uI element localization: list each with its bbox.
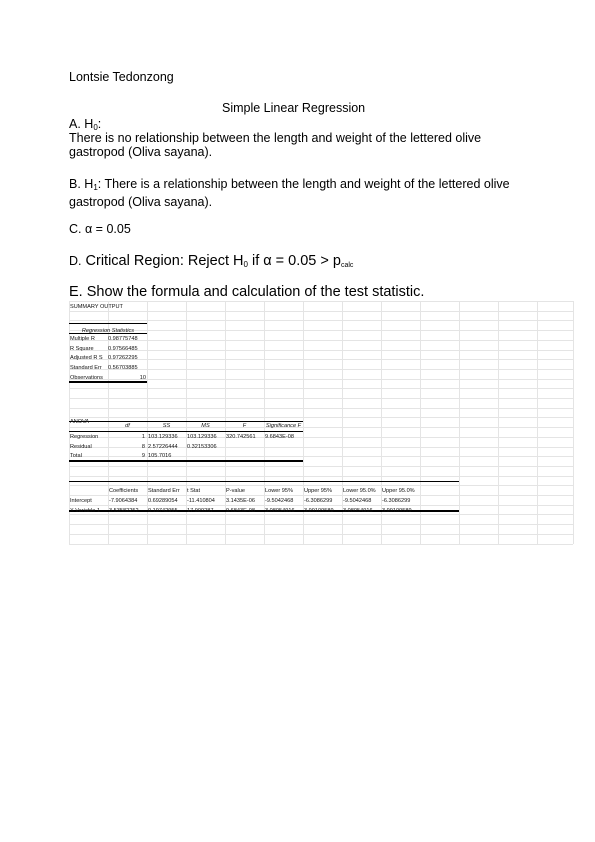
stat-label: Observations [70, 374, 103, 381]
coef-value: -6.3086299 [304, 497, 333, 504]
coef-header: Standard Err [148, 488, 180, 495]
stat-value: 0.97262295 [108, 355, 138, 362]
stat-value: 10 [139, 374, 146, 381]
anova-row-label: Residual [70, 443, 92, 450]
anova-ss: 105.7016 [148, 453, 172, 460]
anova-ms: 103.129336 [187, 433, 217, 440]
stat-value: 0.56703885 [108, 365, 138, 372]
anova-df: 1 [141, 433, 145, 440]
coef-value: 3.99109589 [382, 507, 412, 514]
coef-value: 0.69289054 [148, 497, 178, 504]
critical-region-subscript: 0 [243, 260, 248, 269]
coef-value: -6.3086299 [382, 497, 411, 504]
anova-f: 320.742561 [226, 433, 256, 440]
grid-col-line [537, 301, 538, 544]
anova-ss: 103.129336 [148, 433, 178, 440]
coef-header: Upper 95% [304, 488, 332, 495]
coef-header: Lower 95% [265, 488, 293, 495]
alternative-hypothesis-text: : There is a relationship between the length and weight of the lettered olive gastropod (Oliva sayana). [69, 177, 510, 209]
anova-row-label: Regression [70, 433, 99, 440]
significance-level: C. α = 0.05 [69, 222, 131, 236]
critical-region-subscript-2: calc [340, 262, 354, 269]
stat-value: 0.98775748 [108, 335, 138, 342]
table-rule [69, 431, 303, 432]
coef-row-label: Intercept [70, 497, 92, 504]
critical-region-text-2: if α = 0.05 > p [247, 253, 341, 269]
section-e-text: E. Show the formula and calculation of the test statistic. [69, 284, 425, 300]
coef-header: t Stat [187, 488, 201, 495]
coef-value: 3.08054916 [265, 507, 295, 514]
table-rule [69, 481, 459, 482]
section-b-label: B. H [69, 177, 94, 191]
anova-significance: 9.6843E-08 [265, 433, 294, 440]
section-b-subscript: 1 [93, 183, 98, 192]
coef-header: Lower 95.0% [343, 488, 376, 495]
anova-ms: 0.32153306 [187, 443, 217, 450]
author-name: Lontsie Tedonzong [69, 70, 174, 84]
grid-col-line [420, 301, 421, 544]
table-rule [69, 460, 303, 462]
coef-value: 3.1435E-06 [226, 497, 255, 504]
critical-region-text: Critical Region: Reject H [81, 253, 244, 269]
coef-value: 0.19742955 [148, 507, 178, 514]
coef-row-label: X Variable 1 [70, 507, 101, 514]
coef-value: -11.410804 [187, 497, 215, 504]
coef-value: 3.08054916 [343, 507, 373, 514]
grid-row-line [69, 544, 573, 545]
anova-df: 9 [141, 453, 145, 460]
section-a-subscript: 0 [93, 123, 98, 132]
alternative-hypothesis [69, 177, 519, 209]
stat-value: 0.97566485 [108, 345, 138, 352]
section-a-colon: : [97, 117, 102, 131]
anova-header: MS [201, 423, 210, 430]
coef-value: 17.909287 [187, 507, 214, 514]
summary-output-label: SUMMARY OUTPUT [70, 304, 123, 310]
coef-value: -7.9064384 [109, 497, 138, 504]
section-a-label: A. H [69, 117, 94, 131]
anova-header: SS [162, 423, 171, 430]
anova-header: Significance F [265, 423, 302, 430]
coef-header: Coefficients [109, 488, 139, 495]
table-rule [69, 381, 147, 383]
anova-header: F [242, 423, 247, 430]
page-title: Simple Linear Regression [222, 101, 366, 115]
regression-output-sheet [69, 301, 573, 551]
stat-label: R Square [70, 345, 94, 352]
anova-label: ANOVA [70, 419, 90, 425]
critical-region [69, 252, 353, 270]
coef-value: 3.99109589 [304, 507, 334, 514]
anova-df: 8 [141, 443, 145, 450]
section-d-prefix: D. [69, 254, 82, 268]
grid-col-line [459, 301, 460, 544]
stat-label: Adjusted R S [70, 355, 103, 362]
stat-label: Multiple R [70, 335, 95, 342]
regression-statistics-header: Regression Statistics [81, 328, 135, 334]
coef-header: Upper 95.0% [382, 488, 415, 495]
grid-col-line [498, 301, 499, 544]
anova-ss: 2.57226444 [148, 443, 178, 450]
anova-row-label: Total [70, 453, 82, 460]
coef-value: 9.6843E-08 [226, 507, 255, 514]
coef-value: -9.5042468 [343, 497, 372, 504]
table-rule [69, 323, 147, 324]
coef-value: -9.5042468 [265, 497, 294, 504]
coef-header: P-value [226, 488, 245, 495]
stat-label: Standard Err [70, 365, 102, 372]
grid-col-line [573, 301, 574, 544]
coef-value: 3.53582252 [109, 507, 139, 514]
null-hypothesis-text: There is no relationship between the length and weight of the lettered olive gastropod (Oliva sayana). [69, 131, 482, 159]
anova-header: df [125, 423, 130, 430]
